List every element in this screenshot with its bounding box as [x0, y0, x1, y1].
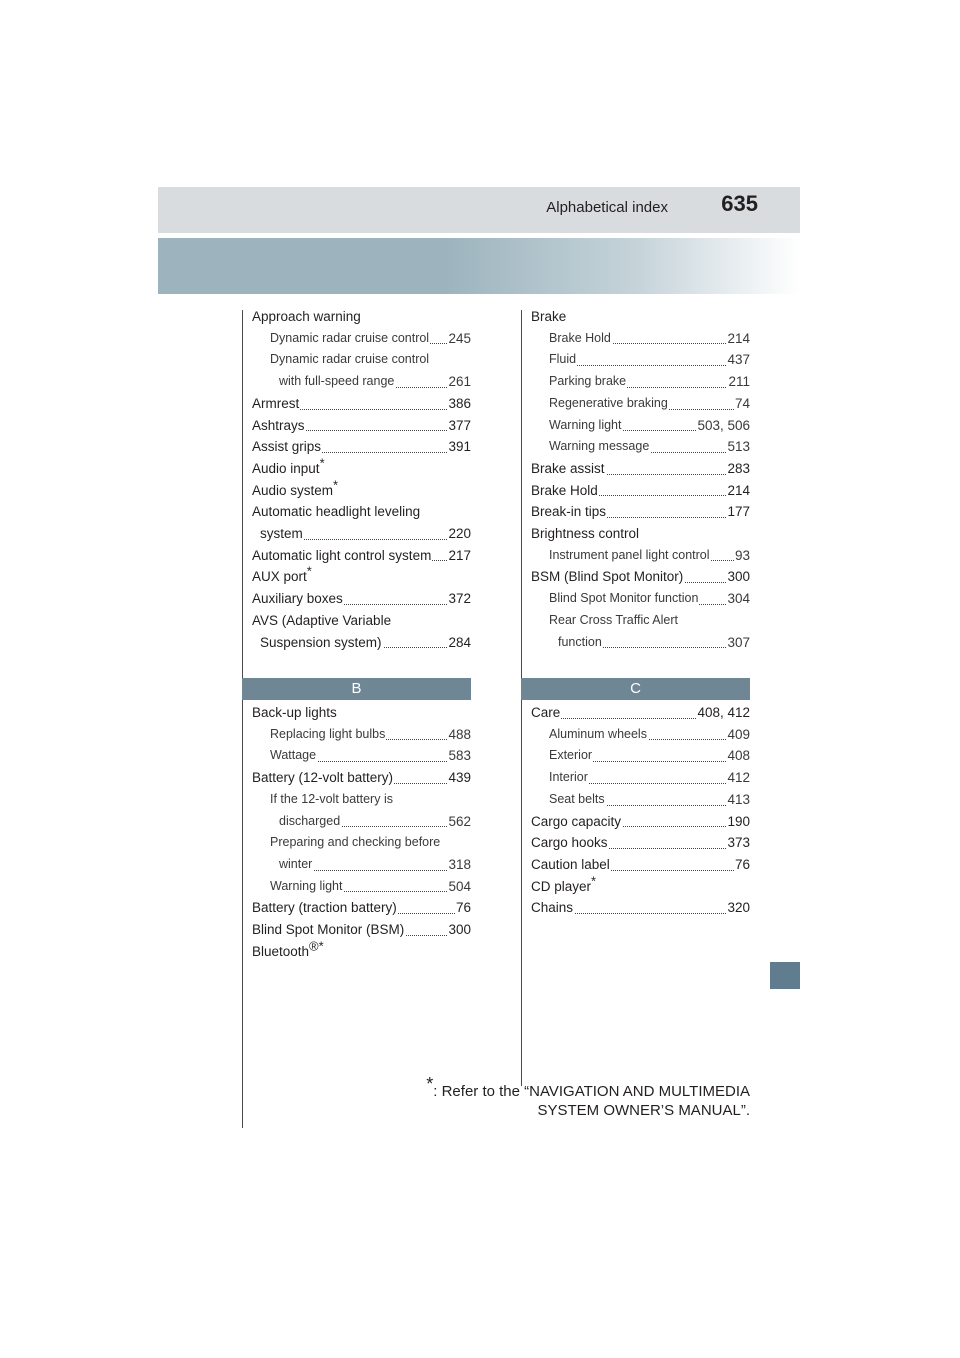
index-entry-page: 409	[726, 724, 750, 746]
footnote-star-marker: *	[306, 563, 312, 579]
index-entry-page: 190	[726, 811, 750, 833]
index-entry-page: 439	[447, 767, 471, 789]
index-entry-label: Cargo hooks	[531, 832, 609, 854]
index-entry	[252, 393, 471, 415]
index-entry	[252, 523, 471, 545]
index-entry-page: 76	[734, 854, 750, 876]
index-entry-label: BSM (Blind Spot Monitor)	[531, 566, 684, 588]
index-entry	[252, 371, 471, 393]
index-entry-label: Care	[531, 702, 561, 724]
section-header-c: C	[521, 678, 750, 700]
index-entry	[252, 789, 471, 811]
index-entry	[252, 724, 471, 746]
index-entry	[531, 458, 750, 480]
footnote	[426, 1074, 750, 1120]
index-entry	[252, 811, 471, 833]
footnote-star: *	[426, 1074, 434, 1094]
index-entry-page: 583	[447, 745, 471, 767]
index-entry	[531, 328, 750, 350]
index-entry-label: Dynamic radar cruise control	[270, 349, 430, 371]
index-entry	[252, 477, 471, 502]
index-entry	[252, 328, 471, 350]
index-entry-page: 504	[447, 876, 471, 898]
index-entry-page: 211	[727, 371, 750, 393]
index-entry-label: Audio system*	[252, 480, 339, 502]
index-entry	[252, 610, 471, 632]
index-entry	[252, 832, 471, 854]
index-entry-label: Armrest	[252, 393, 300, 415]
index-entry-label: Automatic headlight leveling	[252, 501, 421, 523]
index-entry-label: Replacing light bulbs	[270, 724, 386, 746]
index-entry	[531, 501, 750, 523]
index-entry-label: Cargo capacity	[531, 811, 622, 833]
index-entry-page: 300	[726, 566, 750, 588]
index-entry-label: Caution label	[531, 854, 611, 876]
index-entry-page: 283	[726, 458, 750, 480]
index-entry	[531, 436, 750, 458]
index-entry-label: Warning message	[549, 436, 650, 458]
index-entry	[252, 897, 471, 919]
index-entry-label: Fluid	[549, 349, 577, 371]
index-entry-page: 318	[447, 854, 471, 876]
index-entry-label: Approach warning	[252, 306, 362, 328]
index-entry	[531, 523, 750, 545]
footnote-star-marker: ®*	[309, 938, 324, 954]
index-entry	[531, 393, 750, 415]
index-entry	[531, 415, 750, 437]
index-entry	[252, 415, 471, 437]
footnote-line-2: SYSTEM OWNER’S MANUAL”.	[537, 1102, 750, 1119]
index-entry-page: 220	[447, 523, 471, 545]
index-entry-label: Aluminum wheels	[549, 724, 648, 746]
footnote-star-marker: *	[333, 477, 339, 493]
index-entry	[252, 501, 471, 523]
index-entry-label: Brightness control	[531, 523, 640, 545]
index-entry	[252, 588, 471, 610]
index-entry	[252, 767, 471, 789]
index-entry-page: 503, 506	[696, 415, 750, 437]
index-entry-page: 488	[447, 724, 471, 746]
index-entry-label: Back-up lights	[252, 702, 338, 724]
index-entry-label: AUX port*	[252, 566, 313, 588]
index-entry-label: Break-in tips	[531, 501, 607, 523]
index-entry-page: 562	[447, 811, 471, 833]
index-entry	[252, 919, 471, 941]
index-entry-label: If the 12-volt battery is	[270, 789, 394, 811]
index-entry	[252, 702, 471, 724]
index-entry	[531, 897, 750, 919]
index-entry-page: 372	[447, 588, 471, 610]
index-entry-label: Audio input*	[252, 458, 326, 480]
index-entry-page: 307	[726, 632, 750, 654]
index-entry	[531, 588, 750, 610]
thumb-index-tab	[770, 962, 800, 989]
index-entry-label: system	[260, 523, 304, 545]
index-entry-label: Automatic light control system	[252, 545, 432, 567]
index-entry	[252, 632, 471, 654]
index-entry	[252, 876, 471, 898]
index-entry-label: Rear Cross Traffic Alert	[549, 610, 679, 632]
index-entry-page: 408	[726, 745, 750, 767]
index-entry-page: 217	[447, 545, 471, 567]
index-entry-label: Chains	[531, 897, 574, 919]
index-entry-page: 245	[447, 328, 471, 350]
index-entry-page: 373	[726, 832, 750, 854]
page-header	[158, 187, 800, 233]
index-entry	[531, 371, 750, 393]
index-entry-page: 391	[447, 436, 471, 458]
index-entry	[252, 938, 471, 963]
index-entry-page: 413	[726, 789, 750, 811]
index-entry	[531, 789, 750, 811]
index-entry	[252, 563, 471, 588]
index-entry	[531, 545, 750, 567]
index-entry	[531, 724, 750, 746]
footnote-star-marker: *	[591, 873, 597, 889]
index-entry-label: Regenerative braking	[549, 393, 669, 415]
index-entry-label: Brake Hold	[531, 480, 599, 502]
index-entry	[531, 610, 750, 632]
index-entry	[531, 702, 750, 724]
section-header-b: B	[242, 678, 471, 700]
index-entry-label: Brake Hold	[549, 328, 612, 350]
index-entry-label: Parking brake	[549, 371, 627, 393]
index-entry-page: 320	[726, 897, 750, 919]
index-entry	[252, 455, 471, 480]
index-entry-label: Assist grips	[252, 436, 322, 458]
index-entry-label: Exterior	[549, 745, 593, 767]
index-entry-page: 214	[726, 328, 750, 350]
index-entry-label: Suspension system)	[260, 632, 383, 654]
index-entry-page: 74	[734, 393, 750, 415]
index-entry-page: 412	[726, 767, 750, 789]
index-entry-page: 408, 412	[696, 702, 750, 724]
index-entry-page: 261	[447, 371, 471, 393]
index-entry	[252, 854, 471, 876]
index-entry-label: Dynamic radar cruise control	[270, 328, 430, 350]
index-entry	[531, 349, 750, 371]
footnote-star-marker: *	[319, 455, 325, 471]
index-entry-label: Warning light	[549, 415, 623, 437]
index-entry	[531, 480, 750, 502]
index-entry	[531, 632, 750, 654]
index-entry	[252, 306, 471, 328]
index-entry-label: Interior	[549, 767, 589, 789]
leader-dots	[549, 365, 750, 366]
index-entry-label: Brake	[531, 306, 567, 328]
index-entry-label: Bluetooth®*	[252, 941, 325, 963]
index-entry	[531, 832, 750, 854]
index-entry	[531, 767, 750, 789]
index-entry	[531, 306, 750, 328]
footnote-line-1: : Refer to the “NAVIGATION AND MULTIMEDIA	[433, 1083, 750, 1100]
index-entry-label: Wattage	[270, 745, 317, 767]
index-entry-page: 437	[726, 349, 750, 371]
index-entry	[531, 854, 750, 876]
index-entry-page: 513	[726, 436, 750, 458]
index-entry-page: 76	[455, 897, 471, 919]
index-entry-label: Blind Spot Monitor function	[549, 588, 699, 610]
index-entry-label: winter	[279, 854, 313, 876]
index-entry	[531, 745, 750, 767]
index-entry-label: Seat belts	[549, 789, 606, 811]
index-entry-label: Warning light	[270, 876, 344, 898]
index-entry-label: discharged	[279, 811, 341, 833]
index-entry	[252, 436, 471, 458]
left-rule	[242, 310, 243, 1128]
index-entry-page: 93	[734, 545, 750, 567]
index-entry-label: Battery (12-volt battery)	[252, 767, 394, 789]
index-entry-label: Instrument panel light control	[549, 545, 711, 567]
index-entry-page: 214	[726, 480, 750, 502]
index-entry	[252, 745, 471, 767]
index-entry-page: 304	[726, 588, 750, 610]
index-entry-page: 177	[726, 501, 750, 523]
index-entry-label: function	[558, 632, 603, 654]
header-gradient-band	[158, 238, 800, 294]
index-entry-page: 377	[447, 415, 471, 437]
index-entry-page: 284	[447, 632, 471, 654]
header-title: Alphabetical index	[546, 199, 668, 216]
index-entry-page: 300	[447, 919, 471, 941]
index-entry-label: Auxiliary boxes	[252, 588, 344, 610]
index-entry-label: Preparing and checking before	[270, 832, 441, 854]
index-entry-label: with full-speed range	[279, 371, 395, 393]
index-entry	[531, 873, 750, 898]
index-entry-label: AVS (Adaptive Variable	[252, 610, 392, 632]
index-entry	[531, 566, 750, 588]
index-entry-label: Blind Spot Monitor (BSM)	[252, 919, 405, 941]
index-entry	[531, 811, 750, 833]
index-entry-label: Brake assist	[531, 458, 606, 480]
index-entry-label: Battery (traction battery)	[252, 897, 398, 919]
page-number: 635	[721, 191, 758, 216]
index-entry	[252, 545, 471, 567]
index-entry-label: Ashtrays	[252, 415, 306, 437]
index-entry-label: CD player*	[531, 876, 597, 898]
index-entry-page: 386	[447, 393, 471, 415]
index-entry	[252, 349, 471, 371]
